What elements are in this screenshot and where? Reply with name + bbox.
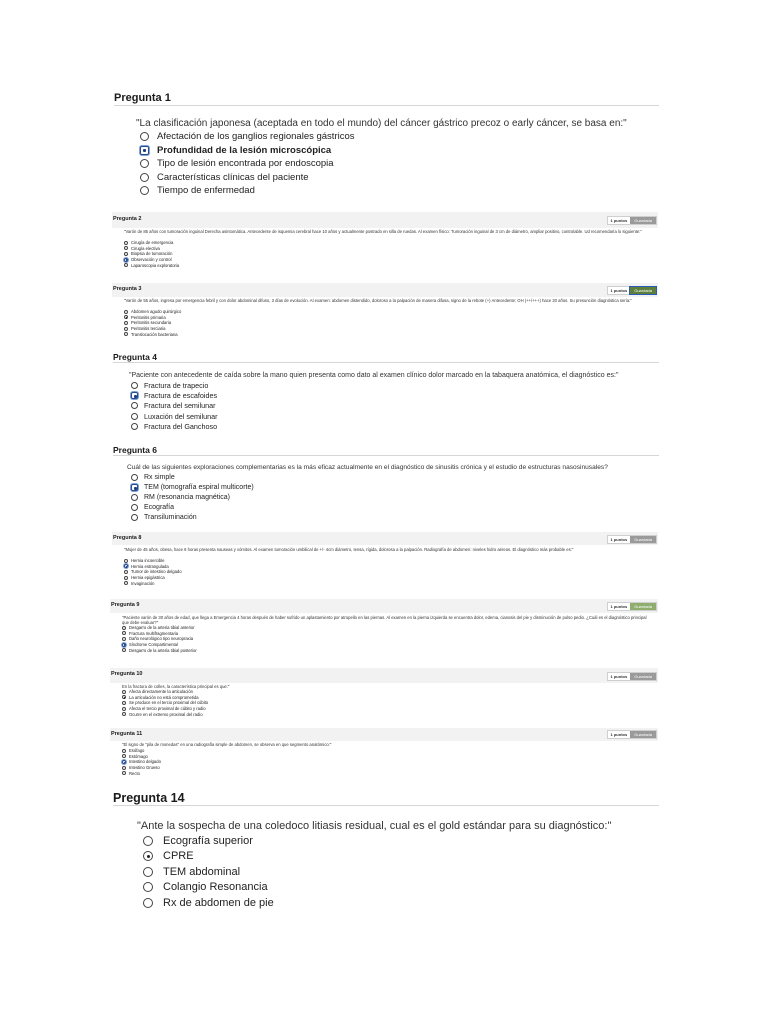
radio-button-selected[interactable]: [140, 146, 149, 155]
question-title: Pregunta 6: [113, 445, 157, 455]
radio-button[interactable]: [131, 504, 138, 511]
question-1: [114, 90, 659, 205]
radio-button-selected[interactable]: [122, 695, 126, 699]
answer-option[interactable]: Cirugía de emergencia: [124, 240, 179, 246]
radio-button[interactable]: [140, 173, 149, 182]
answer-option[interactable]: Fractura del semilunar: [131, 401, 218, 411]
answer-option[interactable]: Biopsia de tumoración: [124, 251, 179, 257]
answer-option[interactable]: Peritonitis secundaria: [124, 320, 181, 326]
radio-button[interactable]: [122, 771, 126, 775]
radio-button[interactable]: [124, 570, 128, 574]
points-badge: 1 puntos Guardada: [607, 286, 657, 295]
divider: [113, 455, 659, 456]
radio-button[interactable]: [131, 402, 138, 409]
answer-option[interactable]: Luxación del semilunar: [131, 411, 218, 421]
question-title: Pregunta 8: [113, 535, 142, 541]
question-text: "Mujer de 45 años, obesa, hace 6 horas presenta nauseas y vómitos. Al examen tumoración umbilical de +/- 4cm diámetro, tensa, rígida, dolorosa a la palpación. Radiografía de abdomen: niveles hidro aéreos. El diagnóstico más probable es:": [124, 547, 574, 552]
answer-option[interactable]: Observación y control: [124, 257, 179, 263]
answer-option[interactable]: CPRE: [143, 849, 274, 865]
radio-button[interactable]: [124, 327, 128, 331]
radio-button[interactable]: [143, 882, 153, 892]
answer-option[interactable]: Translocación bacteriana: [124, 331, 181, 337]
question-text: "Varón de 85 años con tumoración inguinal Derecha asintomática. Antecedente de isquemia cerebral hace 10 años y actualmente postrado en silla de ruedas. Al examen físico: Tumoración inguinal de 3 cm de diámetro, ampliar positivo, controlable. Ud recomendaría lo siguiente:": [124, 229, 642, 234]
question-text: Cuál de las siguientes exploraciones complementarias es la más eficaz actualmente en el diagnóstico de sinusitis crónica y el estudio de estructuras nasosinusales?: [127, 464, 608, 471]
answer-option[interactable]: Afecta directamente la articulación: [122, 689, 208, 695]
answer-option[interactable]: Intestino delgado: [122, 759, 161, 765]
radio-button[interactable]: [131, 474, 138, 481]
radio-button[interactable]: [131, 413, 138, 420]
radio-button[interactable]: [122, 766, 126, 770]
question-6: [113, 443, 659, 525]
saved-status: Guardada: [630, 217, 656, 224]
answer-option[interactable]: Recto: [122, 770, 161, 776]
radio-button[interactable]: [131, 494, 138, 501]
saved-status: Guardada: [630, 603, 656, 610]
answer-option[interactable]: TEM abdominal: [143, 864, 274, 880]
radio-button[interactable]: [140, 186, 149, 195]
answer-option[interactable]: Afectación de los ganglios regionales gástricos: [140, 130, 355, 144]
radio-button[interactable]: [122, 637, 126, 641]
radio-button[interactable]: [143, 867, 153, 877]
question-text: "La clasificación japonesa (aceptada en todo el mundo) del cáncer gástrico precoz o early cáncer, se basa en:": [136, 118, 627, 129]
question-11: [110, 728, 658, 782]
radio-button-selected[interactable]: [131, 484, 138, 491]
radio-button[interactable]: [124, 241, 128, 245]
question-title: Pregunta 4: [113, 352, 157, 362]
answer-option[interactable]: Daño neurológico tipo neuropraxia: [122, 636, 197, 642]
divider: [113, 805, 659, 806]
question-10: [110, 668, 658, 725]
radio-button[interactable]: [124, 332, 128, 336]
answer-option[interactable]: Tiempo de enfermedad: [140, 184, 355, 198]
radio-button[interactable]: [122, 749, 126, 753]
question-text: "El signo de "pila de monedas" en una radiografía simple de abdomen, se observa en que segmento anatómico:": [122, 742, 332, 747]
radio-button[interactable]: [122, 648, 126, 652]
answer-option[interactable]: TEM (tomografía espiral multicorte): [131, 482, 254, 492]
question-text: "Paciente con antecedente de caída sobre la mano quien presenta como dato al examen clínico dolor marcado en la tabaquera anatómica, el diagnóstico es:": [129, 372, 619, 379]
radio-button[interactable]: [122, 707, 126, 711]
answer-option[interactable]: Invaginación: [124, 580, 182, 586]
radio-button[interactable]: [143, 836, 153, 846]
answer-option[interactable]: Cirugía electiva: [124, 246, 179, 252]
question-title: Pregunta 10: [111, 671, 143, 677]
answer-option[interactable]: Desgarro de la arteria tibial anterior: [122, 625, 197, 631]
answer-option[interactable]: Ecografía: [131, 502, 254, 512]
answer-option[interactable]: Peritonitis primaria: [124, 315, 181, 321]
saved-status: Guardada: [630, 673, 656, 680]
radio-button[interactable]: [122, 701, 126, 705]
radio-button[interactable]: [124, 581, 128, 585]
points-badge: 1 puntos Guardada: [607, 672, 657, 681]
answer-option[interactable]: Intestino Grueso: [122, 765, 161, 771]
radio-button[interactable]: [122, 690, 126, 694]
radio-button-selected[interactable]: [124, 315, 128, 319]
answer-option[interactable]: Laparoscopia exploratoria: [124, 262, 179, 268]
question-title: Pregunta 1: [114, 92, 171, 104]
question-title: Pregunta 3: [113, 286, 142, 292]
radio-button-selected[interactable]: [124, 564, 128, 568]
points-badge: 1 puntos Guardada: [607, 216, 657, 225]
radio-button-selected[interactable]: [122, 643, 126, 647]
saved-status: Guardada: [630, 731, 656, 738]
radio-button[interactable]: [131, 423, 138, 430]
question-title: Pregunta 11: [111, 731, 143, 737]
answer-option[interactable]: Fractura multifragmentaria: [122, 631, 197, 637]
radio-button[interactable]: [124, 321, 128, 325]
answer-option[interactable]: Ecografía superior: [143, 833, 274, 849]
answer-option[interactable]: Abdomen agudo quirúrgico: [124, 309, 181, 315]
question-8: [112, 532, 658, 596]
question-title: Pregunta 14: [113, 791, 185, 805]
answer-option[interactable]: RM (resonancia magnética): [131, 492, 254, 502]
radio-button[interactable]: [124, 559, 128, 563]
answer-option[interactable]: Hernia epigástrica: [124, 575, 182, 581]
points-badge: 1 puntos Guardada: [607, 602, 657, 611]
saved-status: Guardada: [630, 536, 656, 543]
radio-button[interactable]: [140, 132, 149, 141]
answer-option[interactable]: Se produce en el tercio proximal del cúbito: [122, 700, 208, 706]
answer-option[interactable]: Peritonitis terciaria: [124, 326, 181, 332]
question-3: [112, 283, 658, 347]
radio-button[interactable]: [124, 246, 128, 250]
radio-button[interactable]: [131, 514, 138, 521]
answer-option[interactable]: Fractura del Ganchoso: [131, 421, 218, 431]
question-2: [112, 212, 658, 275]
answer-option[interactable]: Esófago: [122, 748, 161, 754]
saved-status: Guardada: [630, 287, 656, 294]
answer-option[interactable]: Profundidad de la lesión microscópica: [140, 144, 355, 158]
answer-option[interactable]: Desgarro de la arteria tibial posterior: [122, 647, 197, 653]
question-title: Pregunta 2: [113, 216, 142, 222]
answer-option[interactable]: Hernia estrangulada: [124, 564, 182, 570]
question-9: [110, 599, 658, 664]
points-badge: 1 puntos Guardada: [607, 535, 657, 544]
question-text: "Varón de 55 años, ingresa por emergencia febril y con dolor abdominal difuso, 3 días de evolución. Al examen: abdomen distendido, doloroso a la palpación de manera difusa, signo de la rebote (+) Antecedente: OH (++/+++) hace 20 años. Su presunción diagnóstica sería:": [124, 298, 632, 303]
radio-button[interactable]: [122, 631, 126, 635]
radio-button[interactable]: [122, 626, 126, 630]
divider: [114, 105, 659, 106]
divider: [113, 362, 659, 363]
radio-button[interactable]: [124, 576, 128, 580]
radio-button-selected[interactable]: [143, 851, 153, 861]
answer-option[interactable]: Ocurre en el extremo proximal del radio: [122, 711, 208, 717]
radio-button[interactable]: [140, 159, 149, 168]
answer-option[interactable]: Fractura de trapecio: [131, 380, 218, 390]
answer-option[interactable]: Fractura de escafoides: [131, 390, 218, 400]
question-4: [113, 350, 659, 435]
radio-button-selected[interactable]: [131, 392, 138, 399]
answer-option[interactable]: Afecta el tercio proximal de cúbito y radio: [122, 706, 208, 712]
radio-button[interactable]: [122, 712, 126, 716]
answer-option[interactable]: Hernia incoercible: [124, 558, 182, 564]
question-14: [113, 788, 659, 916]
radio-button[interactable]: [143, 898, 153, 908]
radio-button-selected[interactable]: [124, 258, 128, 262]
answer-option[interactable]: Colangio Resonancia: [143, 880, 274, 896]
radio-button-selected[interactable]: [122, 760, 126, 764]
answer-option[interactable]: Características clínicas del paciente: [140, 171, 355, 185]
points-badge: 1 puntos Guardada: [607, 730, 657, 739]
radio-button[interactable]: [122, 754, 126, 758]
radio-button[interactable]: [131, 382, 138, 389]
answer-option[interactable]: Estómago: [122, 754, 161, 760]
answer-option[interactable]: Transiluminación: [131, 512, 254, 522]
question-title: Pregunta 9: [111, 602, 140, 608]
answer-option[interactable]: Tipo de lesión encontrada por endoscopia: [140, 157, 355, 171]
radio-button[interactable]: [124, 310, 128, 314]
answer-option[interactable]: La articulación no está comprometida: [122, 695, 208, 701]
answer-option[interactable]: Rx de abdomen de pie: [143, 895, 274, 911]
answer-option[interactable]: Rx simple: [131, 472, 254, 482]
answer-option[interactable]: Síndrome Compartimental: [122, 642, 197, 648]
question-text: "Paciente varón de 30 años de edad, que llega a Emergencia 4 horas después de haber sufrido un aplastamiento por atropello en las piernas. Al examen en la pierna izquierda se encuentra dolor, edema, cianosis del pie y disminución de pulso pedio. ¿Cuál es el diagnóstico principal que debe evaluar?": [122, 615, 647, 625]
answer-option[interactable]: Tumor de intestino delgado: [124, 569, 182, 575]
radio-button[interactable]: [124, 263, 128, 267]
question-text: "Ante la sospecha de una coledoco litiasis residual, cual es el gold estándar para su diagnóstico:": [137, 820, 612, 832]
question-text: En la fractura de colles, la característica principal es que:": [122, 684, 230, 689]
radio-button[interactable]: [124, 252, 128, 256]
